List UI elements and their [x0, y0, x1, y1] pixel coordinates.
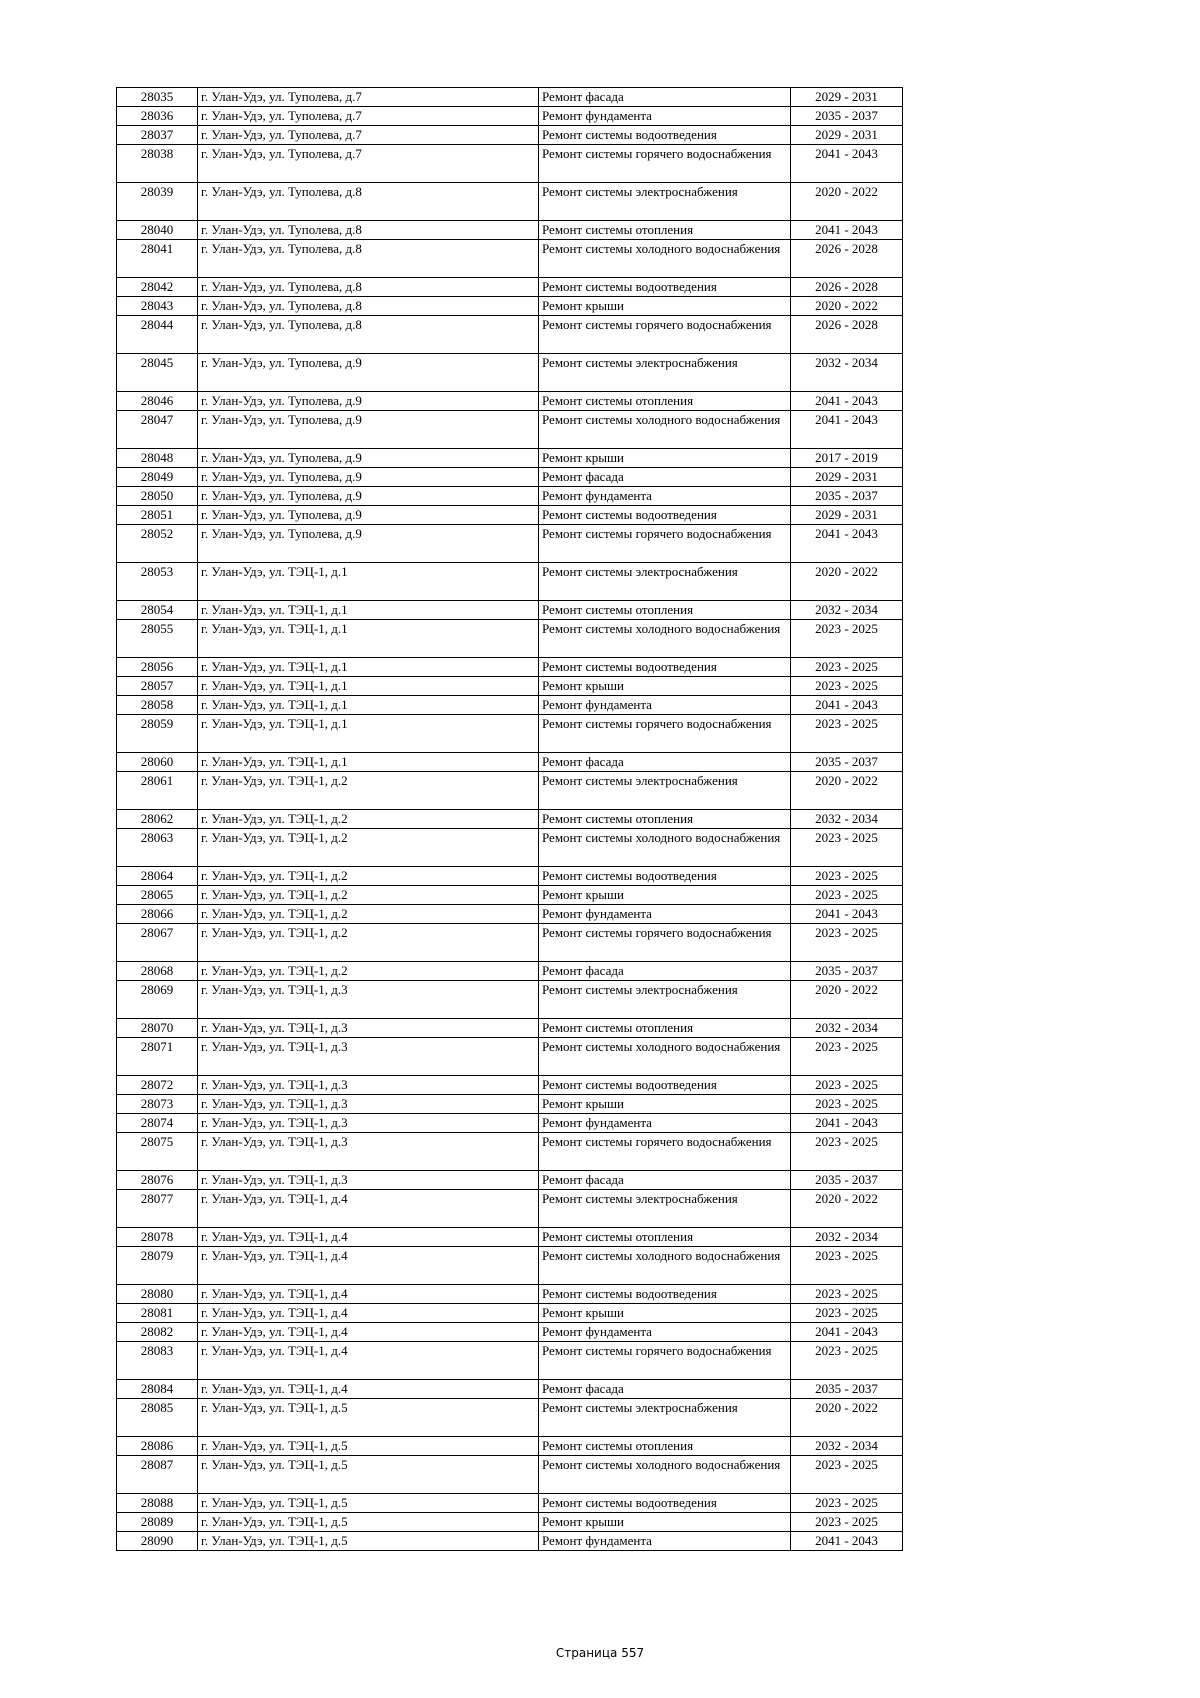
table-row [117, 886, 903, 905]
work-type-cell: Ремонт крыши [539, 886, 791, 905]
period-cell: 2023 - 2025 [791, 1247, 903, 1285]
table-row [117, 525, 903, 563]
work-type-cell: Ремонт фасада [539, 1380, 791, 1399]
address-cell: г. Улан-Удэ, ул. Туполева, д.7 [198, 145, 539, 183]
period-cell: 2041 - 2043 [791, 905, 903, 924]
work-type-cell: Ремонт системы электроснабжения [539, 772, 791, 810]
address-cell: г. Улан-Удэ, ул. ТЭЦ-1, д.1 [198, 715, 539, 753]
table-row [117, 924, 903, 962]
row-id-cell: 28073 [117, 1095, 198, 1114]
row-id-cell: 28087 [117, 1456, 198, 1494]
period-cell: 2023 - 2025 [791, 1076, 903, 1095]
period-cell: 2023 - 2025 [791, 1133, 903, 1171]
period-cell: 2023 - 2025 [791, 1304, 903, 1323]
work-type-cell: Ремонт системы холодного водоснабжения [539, 1038, 791, 1076]
address-cell: г. Улан-Удэ, ул. ТЭЦ-1, д.2 [198, 886, 539, 905]
table-row [117, 240, 903, 278]
row-id-cell: 28078 [117, 1228, 198, 1247]
work-type-cell: Ремонт системы электроснабжения [539, 1190, 791, 1228]
period-cell: 2023 - 2025 [791, 620, 903, 658]
address-cell: г. Улан-Удэ, ул. ТЭЦ-1, д.2 [198, 905, 539, 924]
address-cell: г. Улан-Удэ, ул. Туполева, д.7 [198, 88, 539, 107]
page-number: Страница 557 [555, 1646, 645, 1660]
work-type-cell: Ремонт крыши [539, 677, 791, 696]
table-row [117, 88, 903, 107]
table-row [117, 1437, 903, 1456]
table-row [117, 658, 903, 677]
period-cell: 2020 - 2022 [791, 981, 903, 1019]
table-row [117, 1247, 903, 1285]
period-cell: 2041 - 2043 [791, 411, 903, 449]
address-cell: г. Улан-Удэ, ул. Туполева, д.8 [198, 297, 539, 316]
period-cell: 2029 - 2031 [791, 126, 903, 145]
table-body [117, 88, 903, 1551]
table-row [117, 905, 903, 924]
work-type-cell: Ремонт системы водоотведения [539, 867, 791, 886]
address-cell: г. Улан-Удэ, ул. ТЭЦ-1, д.4 [198, 1228, 539, 1247]
row-id-cell: 28042 [117, 278, 198, 297]
address-cell: г. Улан-Удэ, ул. ТЭЦ-1, д.2 [198, 924, 539, 962]
row-id-cell: 28080 [117, 1285, 198, 1304]
period-cell: 2035 - 2037 [791, 107, 903, 126]
address-cell: г. Улан-Удэ, ул. ТЭЦ-1, д.3 [198, 1171, 539, 1190]
table-row [117, 1228, 903, 1247]
work-type-cell: Ремонт системы электроснабжения [539, 981, 791, 1019]
work-type-cell: Ремонт системы водоотведения [539, 506, 791, 525]
table-row [117, 1399, 903, 1437]
row-id-cell: 28050 [117, 487, 198, 506]
row-id-cell: 28059 [117, 715, 198, 753]
work-type-cell: Ремонт системы водоотведения [539, 658, 791, 677]
work-type-cell: Ремонт системы электроснабжения [539, 183, 791, 221]
period-cell: 2020 - 2022 [791, 1190, 903, 1228]
table-row [117, 810, 903, 829]
work-type-cell: Ремонт системы водоотведения [539, 1285, 791, 1304]
work-type-cell: Ремонт системы отопления [539, 601, 791, 620]
table-row [117, 1133, 903, 1171]
table-row [117, 183, 903, 221]
row-id-cell: 28046 [117, 392, 198, 411]
period-cell: 2023 - 2025 [791, 829, 903, 867]
period-cell: 2041 - 2043 [791, 392, 903, 411]
period-cell: 2035 - 2037 [791, 1171, 903, 1190]
period-cell: 2035 - 2037 [791, 753, 903, 772]
row-id-cell: 28075 [117, 1133, 198, 1171]
address-cell: г. Улан-Удэ, ул. Туполева, д.9 [198, 468, 539, 487]
row-id-cell: 28060 [117, 753, 198, 772]
address-cell: г. Улан-Удэ, ул. ТЭЦ-1, д.4 [198, 1323, 539, 1342]
table-row [117, 829, 903, 867]
work-type-cell: Ремонт системы электроснабжения [539, 1399, 791, 1437]
address-cell: г. Улан-Удэ, ул. ТЭЦ-1, д.1 [198, 753, 539, 772]
work-type-cell: Ремонт системы отопления [539, 1019, 791, 1038]
work-type-cell: Ремонт фасада [539, 962, 791, 981]
period-cell: 2035 - 2037 [791, 487, 903, 506]
work-type-cell: Ремонт системы водоотведения [539, 126, 791, 145]
row-id-cell: 28090 [117, 1532, 198, 1551]
table-row [117, 677, 903, 696]
table-row [117, 620, 903, 658]
work-type-cell: Ремонт фундамента [539, 487, 791, 506]
address-cell: г. Улан-Удэ, ул. Туполева, д.8 [198, 278, 539, 297]
period-cell: 2032 - 2034 [791, 601, 903, 620]
row-id-cell: 28056 [117, 658, 198, 677]
address-cell: г. Улан-Удэ, ул. ТЭЦ-1, д.5 [198, 1456, 539, 1494]
work-type-cell: Ремонт крыши [539, 1304, 791, 1323]
period-cell: 2041 - 2043 [791, 1532, 903, 1551]
period-cell: 2017 - 2019 [791, 449, 903, 468]
row-id-cell: 28062 [117, 810, 198, 829]
row-id-cell: 28048 [117, 449, 198, 468]
row-id-cell: 28052 [117, 525, 198, 563]
table-row [117, 1456, 903, 1494]
address-cell: г. Улан-Удэ, ул. ТЭЦ-1, д.3 [198, 1076, 539, 1095]
table-row [117, 1513, 903, 1532]
row-id-cell: 28074 [117, 1114, 198, 1133]
address-cell: г. Улан-Удэ, ул. Туполева, д.8 [198, 240, 539, 278]
period-cell: 2032 - 2034 [791, 810, 903, 829]
row-id-cell: 28037 [117, 126, 198, 145]
table-row [117, 1285, 903, 1304]
address-cell: г. Улан-Удэ, ул. ТЭЦ-1, д.3 [198, 1114, 539, 1133]
address-cell: г. Улан-Удэ, ул. ТЭЦ-1, д.1 [198, 563, 539, 601]
address-cell: г. Улан-Удэ, ул. ТЭЦ-1, д.3 [198, 1019, 539, 1038]
period-cell: 2029 - 2031 [791, 468, 903, 487]
work-type-cell: Ремонт системы водоотведения [539, 1494, 791, 1513]
work-type-cell: Ремонт фундамента [539, 696, 791, 715]
work-type-cell: Ремонт системы электроснабжения [539, 354, 791, 392]
work-type-cell: Ремонт системы отопления [539, 810, 791, 829]
work-type-cell: Ремонт крыши [539, 449, 791, 468]
period-cell: 2026 - 2028 [791, 278, 903, 297]
row-id-cell: 28069 [117, 981, 198, 1019]
address-cell: г. Улан-Удэ, ул. ТЭЦ-1, д.5 [198, 1494, 539, 1513]
table-row [117, 981, 903, 1019]
table-row [117, 1038, 903, 1076]
work-type-cell: Ремонт фасада [539, 468, 791, 487]
table-row [117, 601, 903, 620]
work-type-cell: Ремонт системы горячего водоснабжения [539, 525, 791, 563]
address-cell: г. Улан-Удэ, ул. ТЭЦ-1, д.4 [198, 1190, 539, 1228]
row-id-cell: 28086 [117, 1437, 198, 1456]
table-row [117, 1190, 903, 1228]
table-row [117, 487, 903, 506]
row-id-cell: 28040 [117, 221, 198, 240]
address-cell: г. Улан-Удэ, ул. Туполева, д.7 [198, 126, 539, 145]
address-cell: г. Улан-Удэ, ул. ТЭЦ-1, д.2 [198, 962, 539, 981]
address-cell: г. Улан-Удэ, ул. ТЭЦ-1, д.2 [198, 810, 539, 829]
row-id-cell: 28055 [117, 620, 198, 658]
row-id-cell: 28068 [117, 962, 198, 981]
row-id-cell: 28067 [117, 924, 198, 962]
row-id-cell: 28065 [117, 886, 198, 905]
row-id-cell: 28077 [117, 1190, 198, 1228]
table-row [117, 221, 903, 240]
period-cell: 2041 - 2043 [791, 221, 903, 240]
address-cell: г. Улан-Удэ, ул. Туполева, д.9 [198, 411, 539, 449]
row-id-cell: 28081 [117, 1304, 198, 1323]
address-cell: г. Улан-Удэ, ул. ТЭЦ-1, д.2 [198, 867, 539, 886]
address-cell: г. Улан-Удэ, ул. ТЭЦ-1, д.3 [198, 1133, 539, 1171]
table-row [117, 1532, 903, 1551]
row-id-cell: 28061 [117, 772, 198, 810]
work-type-cell: Ремонт системы электроснабжения [539, 563, 791, 601]
row-id-cell: 28038 [117, 145, 198, 183]
table-row [117, 962, 903, 981]
address-cell: г. Улан-Удэ, ул. ТЭЦ-1, д.3 [198, 981, 539, 1019]
row-id-cell: 28066 [117, 905, 198, 924]
work-type-cell: Ремонт системы холодного водоснабжения [539, 620, 791, 658]
row-id-cell: 28035 [117, 88, 198, 107]
row-id-cell: 28051 [117, 506, 198, 525]
row-id-cell: 28045 [117, 354, 198, 392]
work-type-cell: Ремонт крыши [539, 297, 791, 316]
work-type-cell: Ремонт фасада [539, 88, 791, 107]
table-row [117, 1076, 903, 1095]
address-cell: г. Улан-Удэ, ул. ТЭЦ-1, д.5 [198, 1513, 539, 1532]
table-row [117, 392, 903, 411]
row-id-cell: 28084 [117, 1380, 198, 1399]
row-id-cell: 28076 [117, 1171, 198, 1190]
address-cell: г. Улан-Удэ, ул. Туполева, д.8 [198, 221, 539, 240]
table-row [117, 411, 903, 449]
address-cell: г. Улан-Удэ, ул. ТЭЦ-1, д.5 [198, 1399, 539, 1437]
address-cell: г. Улан-Удэ, ул. ТЭЦ-1, д.4 [198, 1247, 539, 1285]
work-type-cell: Ремонт системы горячего водоснабжения [539, 1133, 791, 1171]
work-type-cell: Ремонт системы горячего водоснабжения [539, 145, 791, 183]
period-cell: 2023 - 2025 [791, 1342, 903, 1380]
period-cell: 2041 - 2043 [791, 696, 903, 715]
work-type-cell: Ремонт фундамента [539, 1114, 791, 1133]
row-id-cell: 28085 [117, 1399, 198, 1437]
period-cell: 2023 - 2025 [791, 1285, 903, 1304]
work-type-cell: Ремонт крыши [539, 1095, 791, 1114]
table-row [117, 753, 903, 772]
period-cell: 2020 - 2022 [791, 772, 903, 810]
work-type-cell: Ремонт системы отопления [539, 221, 791, 240]
period-cell: 2035 - 2037 [791, 962, 903, 981]
work-type-cell: Ремонт системы горячего водоснабжения [539, 715, 791, 753]
row-id-cell: 28039 [117, 183, 198, 221]
table-row [117, 107, 903, 126]
period-cell: 2023 - 2025 [791, 886, 903, 905]
period-cell: 2035 - 2037 [791, 1380, 903, 1399]
row-id-cell: 28053 [117, 563, 198, 601]
work-type-cell: Ремонт крыши [539, 1513, 791, 1532]
table-row [117, 1095, 903, 1114]
period-cell: 2020 - 2022 [791, 297, 903, 316]
table-row [117, 468, 903, 487]
address-cell: г. Улан-Удэ, ул. ТЭЦ-1, д.1 [198, 620, 539, 658]
address-cell: г. Улан-Удэ, ул. ТЭЦ-1, д.4 [198, 1342, 539, 1380]
period-cell: 2023 - 2025 [791, 677, 903, 696]
address-cell: г. Улан-Удэ, ул. ТЭЦ-1, д.3 [198, 1095, 539, 1114]
address-cell: г. Улан-Удэ, ул. ТЭЦ-1, д.1 [198, 677, 539, 696]
row-id-cell: 28070 [117, 1019, 198, 1038]
work-type-cell: Ремонт системы отопления [539, 1437, 791, 1456]
period-cell: 2020 - 2022 [791, 1399, 903, 1437]
address-cell: г. Улан-Удэ, ул. ТЭЦ-1, д.3 [198, 1038, 539, 1076]
address-cell: г. Улан-Удэ, ул. Туполева, д.9 [198, 354, 539, 392]
row-id-cell: 28044 [117, 316, 198, 354]
table-row [117, 1380, 903, 1399]
period-cell: 2032 - 2034 [791, 1019, 903, 1038]
row-id-cell: 28083 [117, 1342, 198, 1380]
work-type-cell: Ремонт фундамента [539, 107, 791, 126]
work-type-cell: Ремонт фундамента [539, 1323, 791, 1342]
repair-schedule-table [116, 87, 903, 1551]
period-cell: 2023 - 2025 [791, 1513, 903, 1532]
address-cell: г. Улан-Удэ, ул. ТЭЦ-1, д.5 [198, 1437, 539, 1456]
table-row [117, 278, 903, 297]
period-cell: 2041 - 2043 [791, 1114, 903, 1133]
address-cell: г. Улан-Удэ, ул. Туполева, д.9 [198, 525, 539, 563]
table-row [117, 1171, 903, 1190]
table-row [117, 772, 903, 810]
address-cell: г. Улан-Удэ, ул. ТЭЦ-1, д.1 [198, 658, 539, 677]
row-id-cell: 28054 [117, 601, 198, 620]
period-cell: 2023 - 2025 [791, 924, 903, 962]
period-cell: 2041 - 2043 [791, 1323, 903, 1342]
period-cell: 2023 - 2025 [791, 658, 903, 677]
period-cell: 2020 - 2022 [791, 563, 903, 601]
address-cell: г. Улан-Удэ, ул. Туполева, д.9 [198, 487, 539, 506]
work-type-cell: Ремонт фасада [539, 1171, 791, 1190]
row-id-cell: 28058 [117, 696, 198, 715]
work-type-cell: Ремонт системы холодного водоснабжения [539, 829, 791, 867]
table-row [117, 449, 903, 468]
work-type-cell: Ремонт фундамента [539, 1532, 791, 1551]
table-row [117, 126, 903, 145]
table-row [117, 506, 903, 525]
period-cell: 2026 - 2028 [791, 316, 903, 354]
row-id-cell: 28043 [117, 297, 198, 316]
address-cell: г. Улан-Удэ, ул. Туполева, д.7 [198, 107, 539, 126]
address-cell: г. Улан-Удэ, ул. ТЭЦ-1, д.4 [198, 1285, 539, 1304]
row-id-cell: 28036 [117, 107, 198, 126]
table-row [117, 715, 903, 753]
table-row [117, 1114, 903, 1133]
period-cell: 2023 - 2025 [791, 1456, 903, 1494]
address-cell: г. Улан-Удэ, ул. ТЭЦ-1, д.1 [198, 601, 539, 620]
address-cell: г. Улан-Удэ, ул. ТЭЦ-1, д.5 [198, 1532, 539, 1551]
period-cell: 2041 - 2043 [791, 145, 903, 183]
period-cell: 2023 - 2025 [791, 1038, 903, 1076]
row-id-cell: 28079 [117, 1247, 198, 1285]
work-type-cell: Ремонт фундамента [539, 905, 791, 924]
table-row [117, 696, 903, 715]
work-type-cell: Ремонт системы отопления [539, 1228, 791, 1247]
row-id-cell: 28088 [117, 1494, 198, 1513]
row-id-cell: 28063 [117, 829, 198, 867]
period-cell: 2032 - 2034 [791, 1437, 903, 1456]
row-id-cell: 28072 [117, 1076, 198, 1095]
table-row [117, 1494, 903, 1513]
address-cell: г. Улан-Удэ, ул. Туполева, д.8 [198, 316, 539, 354]
address-cell: г. Улан-Удэ, ул. ТЭЦ-1, д.1 [198, 696, 539, 715]
address-cell: г. Улан-Удэ, ул. Туполева, д.9 [198, 392, 539, 411]
row-id-cell: 28041 [117, 240, 198, 278]
period-cell: 2026 - 2028 [791, 240, 903, 278]
row-id-cell: 28049 [117, 468, 198, 487]
table-row [117, 1304, 903, 1323]
work-type-cell: Ремонт системы водоотведения [539, 278, 791, 297]
table-row [117, 867, 903, 886]
period-cell: 2032 - 2034 [791, 1228, 903, 1247]
period-cell: 2029 - 2031 [791, 88, 903, 107]
work-type-cell: Ремонт системы отопления [539, 392, 791, 411]
row-id-cell: 28047 [117, 411, 198, 449]
table-row [117, 316, 903, 354]
table-row [117, 1019, 903, 1038]
work-type-cell: Ремонт системы горячего водоснабжения [539, 1342, 791, 1380]
work-type-cell: Ремонт системы холодного водоснабжения [539, 411, 791, 449]
table-row [117, 1323, 903, 1342]
address-cell: г. Улан-Удэ, ул. Туполева, д.8 [198, 183, 539, 221]
row-id-cell: 28064 [117, 867, 198, 886]
period-cell: 2041 - 2043 [791, 525, 903, 563]
address-cell: г. Улан-Удэ, ул. ТЭЦ-1, д.2 [198, 829, 539, 867]
table-row [117, 297, 903, 316]
work-type-cell: Ремонт системы горячего водоснабжения [539, 924, 791, 962]
work-type-cell: Ремонт фасада [539, 753, 791, 772]
address-cell: г. Улан-Удэ, ул. Туполева, д.9 [198, 449, 539, 468]
address-cell: г. Улан-Удэ, ул. ТЭЦ-1, д.2 [198, 772, 539, 810]
table-row [117, 1342, 903, 1380]
row-id-cell: 28082 [117, 1323, 198, 1342]
table-row [117, 354, 903, 392]
table-row [117, 145, 903, 183]
period-cell: 2023 - 2025 [791, 1095, 903, 1114]
address-cell: г. Улан-Удэ, ул. Туполева, д.9 [198, 506, 539, 525]
address-cell: г. Улан-Удэ, ул. ТЭЦ-1, д.4 [198, 1380, 539, 1399]
work-type-cell: Ремонт системы водоотведения [539, 1076, 791, 1095]
row-id-cell: 28057 [117, 677, 198, 696]
row-id-cell: 28089 [117, 1513, 198, 1532]
period-cell: 2023 - 2025 [791, 715, 903, 753]
period-cell: 2029 - 2031 [791, 506, 903, 525]
work-type-cell: Ремонт системы холодного водоснабжения [539, 1456, 791, 1494]
work-type-cell: Ремонт системы горячего водоснабжения [539, 316, 791, 354]
work-type-cell: Ремонт системы холодного водоснабжения [539, 240, 791, 278]
period-cell: 2023 - 2025 [791, 1494, 903, 1513]
period-cell: 2023 - 2025 [791, 867, 903, 886]
address-cell: г. Улан-Удэ, ул. ТЭЦ-1, д.4 [198, 1304, 539, 1323]
table-row [117, 563, 903, 601]
row-id-cell: 28071 [117, 1038, 198, 1076]
work-type-cell: Ремонт системы холодного водоснабжения [539, 1247, 791, 1285]
period-cell: 2020 - 2022 [791, 183, 903, 221]
period-cell: 2032 - 2034 [791, 354, 903, 392]
